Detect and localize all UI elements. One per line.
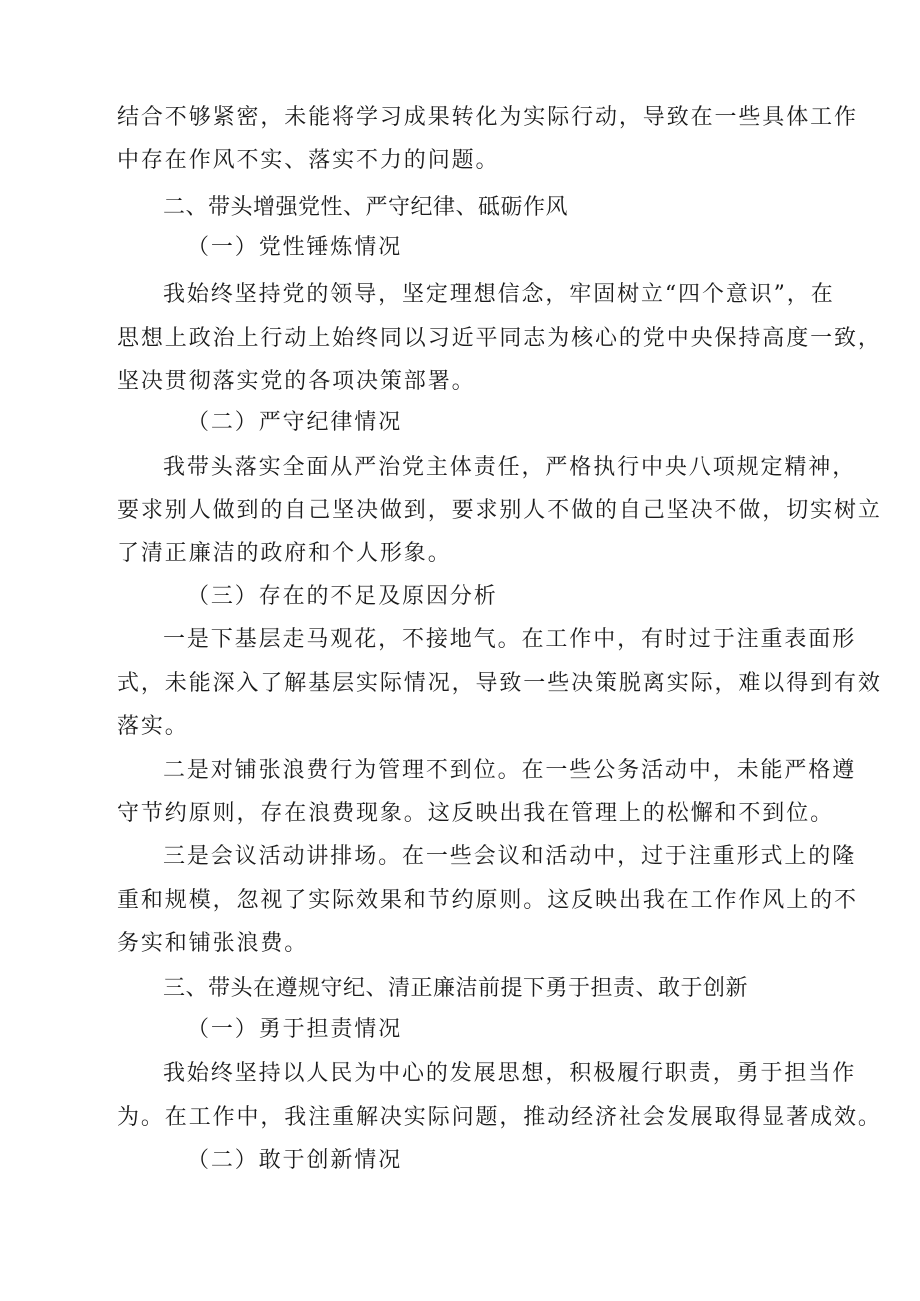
subsection-heading: （二）敢于创新情况 xyxy=(187,1148,403,1173)
text-line: 一是下基层走马观花，不接地气。在工作中，有时过于注重表面形 xyxy=(163,627,857,652)
subsection-heading: （一）勇于担责情况 xyxy=(187,1017,403,1042)
text-line: 中存在作风不实、落实不力的问题。 xyxy=(117,148,500,173)
text-line: 式，未能深入了解基层实际情况，导致一些决策脱离实际，难以得到有效 xyxy=(117,671,882,696)
text-line: 重和规模，忽视了实际效果和节约原则。这反映出我在工作作风上的不 xyxy=(117,888,858,913)
text-line: 务实和铺张浪费。 xyxy=(117,931,309,956)
text-line: 我带头落实全面从严治党主体责任，严格执行中央八项规定精神， xyxy=(163,455,857,480)
text-line: 我始终坚持以人民为中心的发展思想，积极履行职责，勇于担当作 xyxy=(163,1061,857,1086)
text-line: 思想上政治上行动上始终同以习近平同志为核心的党中央保持高度一致， xyxy=(117,326,882,351)
subsection-heading: （二）严守纪律情况 xyxy=(187,410,403,435)
text-line: 要求别人做到的自己坚决做到，要求别人不做的自己坚决不做，切实树立 xyxy=(117,498,882,523)
text-line: 守节约原则，存在浪费现象。这反映出我在管理上的松懈和不到位。 xyxy=(117,801,835,826)
text-line: 为。在工作中，我注重解决实际问题，推动经济社会发展取得显著成效。 xyxy=(117,1105,882,1130)
text-line: 落实。 xyxy=(117,714,189,739)
text-line: 了清正廉洁的政府和个人形象。 xyxy=(117,541,452,566)
text-line: 坚决贯彻落实党的各项决策部署。 xyxy=(117,369,476,394)
text-line: 我始终坚持党的领导，坚定理想信念，牢固树立“四个意识”，在 xyxy=(163,282,835,307)
text-line: 结合不够紧密，未能将学习成果转化为实际行动，导致在一些具体工作 xyxy=(117,105,858,130)
text-line: 三是会议活动讲排场。在一些会议和活动中，过于注重形式上的隆 xyxy=(163,844,857,869)
text-line: 二是对铺张浪费行为管理不到位。在一些公务活动中，未能严格遵 xyxy=(163,758,857,783)
section-heading: 二、带头增强党性、严守纪律、砥砺作风 xyxy=(163,195,569,220)
subsection-heading: （三）存在的不足及原因分析 xyxy=(187,584,498,609)
subsection-heading: （一）党性锤炼情况 xyxy=(187,235,403,260)
section-heading: 三、带头在遵规守纪、清正廉洁前提下勇于担责、敢于创新 xyxy=(163,976,749,1001)
